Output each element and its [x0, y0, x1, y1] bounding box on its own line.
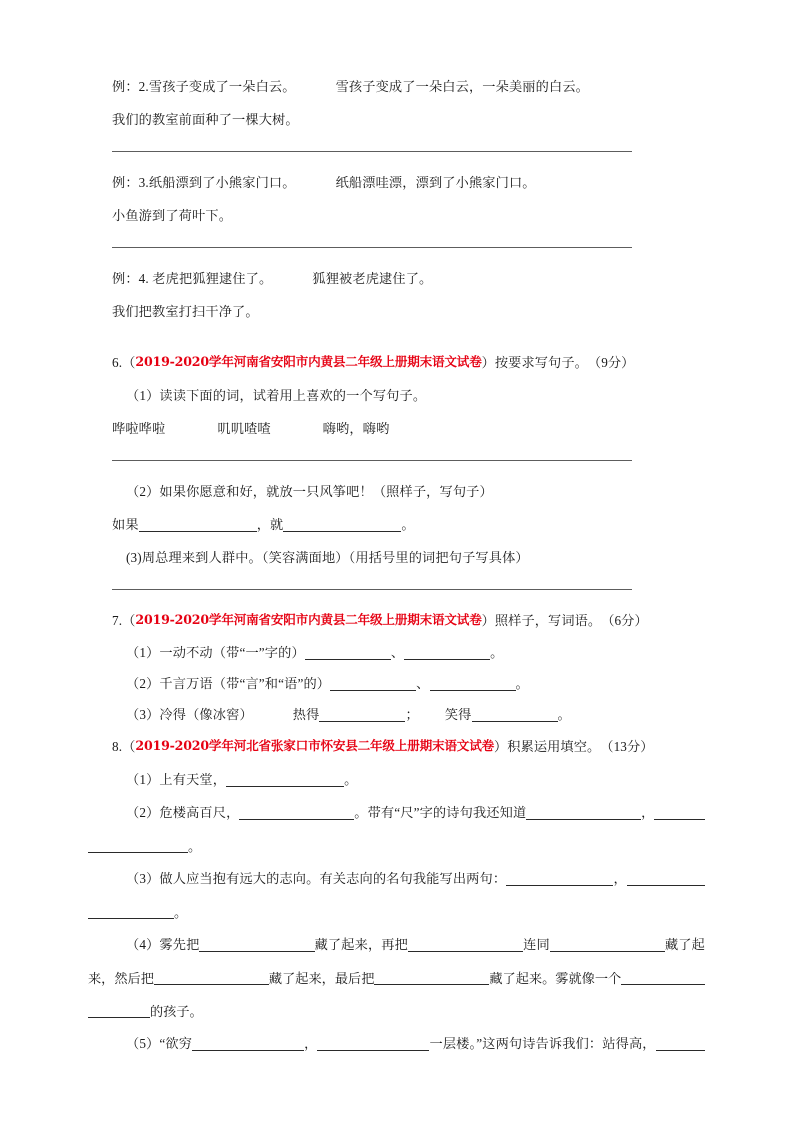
answer-separator-4	[112, 589, 632, 590]
fill-in-blank[interactable]	[430, 677, 516, 691]
part-text-4: 藏了起	[664, 936, 705, 952]
answer-separator-wrap-4	[112, 574, 705, 604]
example-2-answer: 雪孩子变成了一朵白云，一朵美丽的白云。	[335, 78, 589, 94]
part-label: （1）	[126, 387, 160, 403]
question-6-header	[112, 346, 705, 379]
part-label: (3)	[126, 549, 142, 565]
question-8-part-2-wrap	[88, 829, 705, 862]
part-end: 。	[515, 675, 529, 691]
part-text-2: ，	[304, 1035, 318, 1051]
fill-in-blank[interactable]	[374, 971, 489, 985]
part-text: 千言万语（带“言”和“语”的）	[159, 675, 331, 691]
fill-in-blank[interactable]	[526, 806, 641, 820]
question-6-number: 6.	[112, 354, 123, 370]
question-8-part-4-wrap-2	[88, 994, 705, 1027]
example-4-prompt: 例：4. 老虎把狐狸逮住了。	[112, 270, 273, 286]
question-7-part-2	[112, 668, 705, 699]
part-label: （2）	[126, 804, 160, 820]
part-end: 。	[174, 905, 188, 920]
fill-in-blank[interactable]	[139, 518, 257, 532]
part-text: 周总理来到人群中。（笑容满面地）（用括号里的词把句子写具体）	[141, 549, 529, 565]
question-8-part-1	[112, 763, 705, 796]
fill-in-blank[interactable]	[627, 872, 705, 886]
question-6-part-2	[112, 475, 705, 508]
question-8-part-3	[112, 862, 705, 895]
paren-close: ）	[481, 354, 495, 370]
example-2-prompt: 例：2.雪孩子变成了一朵白云。	[112, 78, 296, 94]
question-8-part-4	[112, 928, 705, 961]
part-text: 上有天堂，	[159, 771, 227, 787]
question-6-instruction: 按要求写句子。	[494, 354, 588, 370]
fill-in-blank[interactable]	[330, 677, 416, 691]
example-4-task: 我们把教室打扫干净了。	[112, 303, 259, 319]
fill-in-blank[interactable]	[239, 806, 354, 820]
fill-in-blank[interactable]	[88, 905, 174, 919]
onomatopoeia-word-1: 哗啦哗啦	[112, 420, 166, 436]
example-4-answer: 狐狸被老虎逮住了。	[312, 270, 433, 286]
question-7-score: （6分）	[601, 612, 648, 628]
fill-in-blank[interactable]	[506, 872, 613, 886]
part-end: 。	[490, 644, 504, 660]
part-comma: ，	[641, 804, 655, 820]
part-text-3: 连同	[523, 936, 550, 952]
part-text-7: 藏了起来。雾就像一个	[489, 971, 622, 986]
part-end: 。	[344, 771, 358, 787]
part-text-8: 的孩子。	[150, 1004, 203, 1019]
task-row-3	[112, 199, 705, 232]
part-text: 做人应当抱有远大的志向。有关志向的名句我能写出两句：	[159, 870, 507, 886]
question-6-part-1-words	[112, 412, 705, 445]
paren-close: ）	[481, 612, 495, 628]
answer-separator-2	[112, 247, 632, 248]
part-end: 。	[557, 706, 571, 722]
fill-in-blank[interactable]	[404, 646, 490, 660]
part-label: （2）	[126, 483, 160, 499]
paren-open: （	[122, 612, 136, 628]
answer-suffix: 。	[401, 516, 415, 532]
part-text: 冷得（像冰窖）	[159, 706, 253, 722]
question-7-part-1	[112, 637, 705, 668]
answer-prefix: 如果	[112, 516, 139, 532]
task-row-2	[112, 103, 705, 136]
question-8-part-5	[112, 1027, 705, 1060]
part-label: （3）	[126, 706, 160, 722]
task-row-4	[112, 295, 705, 328]
paren-open: （	[122, 354, 136, 370]
example-row-2	[112, 70, 705, 103]
part-text-1: “欲穷	[159, 1035, 193, 1051]
part-text: 如果你愿意和好，就放一只风筝吧！（照样子，写句子）	[159, 483, 493, 499]
part-mid: 。带有“尺”字的诗句我还知道	[354, 804, 527, 820]
part-text-1: 雾先把	[159, 936, 200, 952]
fill-in-blank[interactable]	[621, 971, 705, 985]
part-mid: ；	[405, 706, 419, 722]
question-6-part-3	[112, 541, 705, 574]
answer-separator-wrap-1	[112, 136, 705, 166]
fill-in-blank[interactable]	[472, 708, 558, 722]
part-text-6: 藏了起来，最后把	[268, 971, 375, 986]
example-3-prompt: 例：3.纸船漂到了小熊家门口。	[112, 174, 296, 190]
answer-middle: ，就	[256, 516, 284, 532]
fill-in-blank[interactable]	[319, 708, 405, 722]
example-row-3	[112, 166, 705, 199]
fill-in-blank[interactable]	[283, 518, 401, 532]
question-8-score: （13分）	[600, 738, 654, 754]
question-8-source: 2019-2020学年河北省张家口市怀安县二年级上册期末语文试卷	[135, 738, 494, 754]
part-text: 一动不动（带“一”字的）	[159, 644, 305, 660]
fill-in-blank[interactable]	[226, 773, 344, 787]
fill-in-blank[interactable]	[199, 938, 314, 952]
question-8-number: 8.	[112, 738, 123, 754]
question-6-part-2-answer	[112, 508, 705, 541]
answer-separator-wrap-3	[112, 445, 705, 475]
part-label: （4）	[126, 936, 160, 952]
fill-in-blank[interactable]	[408, 938, 523, 952]
fill-in-blank[interactable]	[154, 971, 269, 985]
part-label: （1）	[126, 771, 160, 787]
fill-in-blank[interactable]	[550, 938, 665, 952]
part-text-3: 一层楼。”这两句诗告诉我们：站得高，	[429, 1035, 656, 1051]
fill-in-blank[interactable]	[305, 646, 391, 660]
part-text: 读读下面的词，试着用上喜欢的一个写句子。	[159, 387, 427, 403]
fill-in-blank[interactable]	[88, 1004, 150, 1018]
part-comma: ，	[613, 870, 627, 886]
part-label: （1）	[126, 644, 160, 660]
fill-in-blank[interactable]	[654, 806, 705, 820]
part-end: 。	[188, 839, 202, 854]
answer-separator-wrap-2	[112, 232, 705, 262]
question-8-header	[112, 730, 705, 763]
example-2-task: 我们的教室前面种了一棵大树。	[112, 111, 299, 127]
paren-close: ）	[493, 738, 508, 754]
blank-separator: 、	[416, 675, 430, 691]
onomatopoeia-word-3: 嗨哟，嗨哟	[322, 420, 390, 436]
question-8-instruction: 积累运用填空。	[507, 738, 601, 754]
question-7-part-3	[112, 699, 705, 730]
fill-in-blank[interactable]	[656, 1037, 705, 1051]
fill-in-blank[interactable]	[192, 1037, 304, 1051]
part-text-2: 藏了起来，再把	[314, 936, 408, 952]
part-label: （2）	[126, 675, 160, 691]
question-8-part-2	[112, 796, 705, 829]
question-8-part-4-wrap-1	[88, 961, 705, 994]
example-3-task: 小鱼游到了荷叶下。	[112, 207, 233, 223]
blank-separator: 、	[390, 644, 405, 660]
question-7-header	[112, 604, 705, 637]
question-6-source: 2019-2020学年河南省安阳市内黄县二年级上册期末语文试卷	[135, 354, 482, 370]
onomatopoeia-word-2: 叽叽喳喳	[217, 420, 271, 436]
question-7-number: 7.	[112, 612, 123, 628]
part-text-5: 来，然后把	[88, 971, 154, 986]
example-row-4	[112, 262, 705, 295]
paren-open: （	[122, 738, 136, 754]
question-7-instruction: 照样子，写词语。	[494, 612, 602, 628]
part-text: 危楼高百尺，	[159, 804, 240, 820]
question-8-part-3-wrap	[88, 895, 705, 928]
part-label: （3）	[126, 870, 160, 886]
question-6-score: （9分）	[587, 354, 635, 370]
answer-separator-3	[112, 460, 632, 461]
fill-in-blank[interactable]	[88, 839, 188, 853]
part-item-1: 热得	[292, 706, 320, 722]
fill-in-blank[interactable]	[317, 1037, 429, 1051]
question-6-part-1	[112, 379, 705, 412]
part-label: （5）	[126, 1035, 160, 1051]
answer-separator-1	[112, 151, 632, 152]
example-3-answer: 纸船漂哇漂，漂到了小熊家门口。	[335, 174, 536, 190]
part-item-2: 笑得	[444, 706, 472, 722]
question-7-source: 2019-2020学年河南省安阳市内黄县二年级上册期末语文试卷	[135, 612, 482, 628]
